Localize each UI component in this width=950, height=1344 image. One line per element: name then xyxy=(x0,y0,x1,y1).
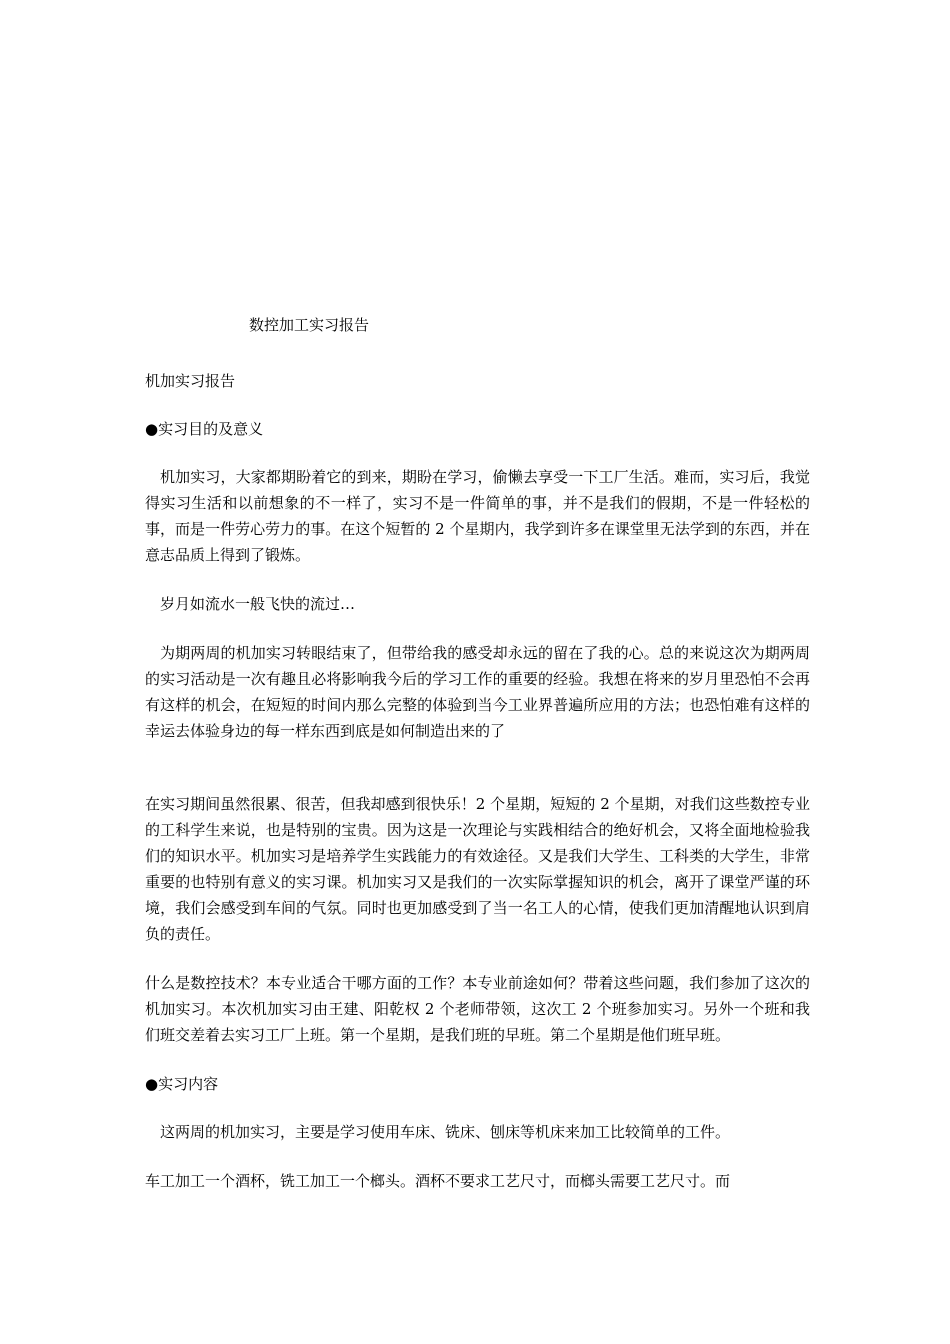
paragraph-two-weeks: 为期两周的机加实习转眼结束了，但带给我的感受却永远的留在了我的心。总的来说这次为期两周的实习活动是一次有趣且必将影响我今后的学习工作的重要的经验。我想在将来的岁月里恐怕不会再有这样的机会，在短短的时间内那么完整的体验到当今工业界普遍所应用的方法；也恐怕难有这样的幸运去体验身边的每一样东西到底是如何制造出来的了 xyxy=(145,644,810,740)
paragraph-time-flies: 岁月如流水一般飞快的流过… xyxy=(160,595,356,613)
paragraph-machines: 这两周的机加实习，主要是学习使用车床、铣床、刨床等机床来加工比较简单的工件。 xyxy=(160,1123,731,1141)
section-heading-content: ●实习内容 xyxy=(145,1075,219,1093)
document-subtitle: 机加实习报告 xyxy=(145,372,236,390)
document-page xyxy=(145,312,810,1194)
paragraph-intro: 机加实习，大家都期盼着它的到来，期盼在学习，偷懒去享受一下工厂生活。难而，实习后，我觉得实习生活和以前想象的不一样了，实习不是一件简单的事，并不是我们的假期，不是一件轻松的事，而是一件劳心劳力的事。在这个短暂的 2 个星期内，我学到许多在课堂里无法学到的东西，并在意志品质上得到了锻炼。 xyxy=(145,468,810,564)
paragraph-what-is-cnc: 什么是数控技术？本专业适合干哪方面的工作？本专业前途如何？带着这些问题，我们参加了这次的机加实习。本次机加实习由王建、阳乾权 2 个老师带领，这次工 2 个班参加实习。另外一个班和我们班交差着去实习工厂上班。第一个星期，是我们班的早班。第二个星期是他们班早班。 xyxy=(145,974,810,1044)
section-heading-purpose: ●实习目的及意义 xyxy=(145,420,264,438)
document-title: 数控加工实习报告 xyxy=(249,316,370,334)
paragraph-hard-but-happy: 在实习期间虽然很累、很苦，但我却感到很快乐！2 个星期，短短的 2 个星期，对我们这些数控专业的工科学生来说，也是特别的宝贵。因为这是一次理论与实践相结合的绝好机会，又将全面地检验我们的知识水平。机加实习是培养学生实践能力的有效途径。又是我们大学生、工科类的大学生，非常重要的也特别有意义的实习课。机加实习又是我们的一次实际掌握知识的机会，离开了课堂严谨的环境，我们会感受到车间的气氛。同时也更加感受到了当一名工人的心情，使我们更加清醒地认识到肩负的责任。 xyxy=(145,795,810,943)
paragraph-workpieces: 车工加工一个酒杯，铣工加工一个榔头。酒杯不要求工艺尺寸，而榔头需要工艺尺寸。而 xyxy=(145,1172,731,1190)
